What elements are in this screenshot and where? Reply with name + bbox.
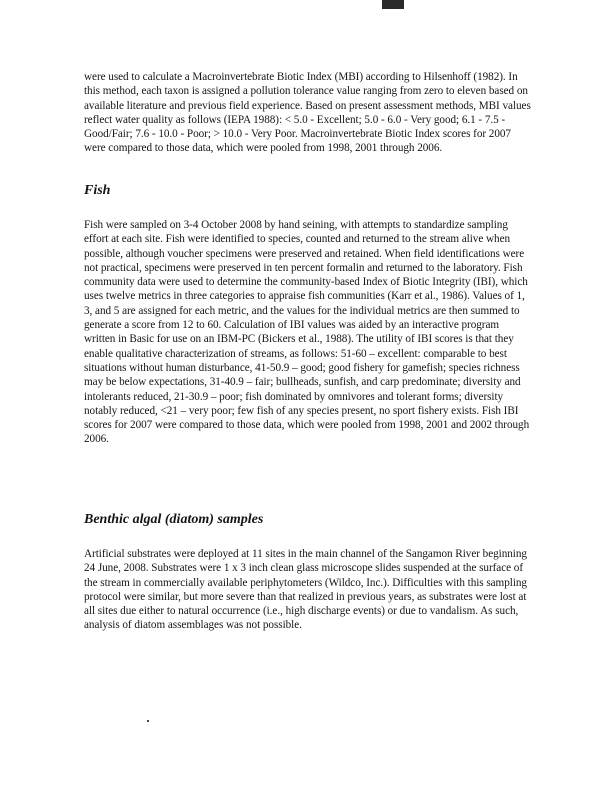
fish-paragraph: Fish were sampled on 3-4 October 2008 by hand seining, with attempts to standardize sampling effort at each site. Fish were identified to species, counted and returned to the stream alive when possible, although voucher specimens were preserved and retained. When field identifications were not practical, specimens were preserved in ten percent formalin and returned to the laboratory. Fish community data were used to determine the community-based Index of Biotic Integrity (IBI), which uses twelve metrics in three categories to appraise fish communities (Karr et al., 1986). Values of 1, 3, and 5 are assigned for each metric, and the values for the individual metrics are then summed to generate a score from 12 to 60. Calculation of IBI values was aided by an interactive program written in Basic for use on an IBM-PC (Bickers et al., 1988). The utility of IBI scores is that they enable qualitative characterization of streams, as follows: 51-60 – excellent: comparable to best situations without human disturbance, 41-50.9 – good; good fishery for gamefish; species richness may be below expectations, 31-40.9 – fair; bullheads, sunfish, and carp predominate; diversity and intolerants reduced, 21-30.9 – poor; fish dominated by omnivores and tolerant forms; diversity notably reduced, <21 – very poor; few fish of any species present, no sport fishery exists. Fish IBI scores for 2007 were compared to those data, which were pooled from 1998, 2001 and 2002 through 2006. (84, 219, 530, 446)
fish-heading: Fish (84, 183, 111, 198)
scan-speck (147, 720, 149, 722)
mbi-paragraph: were used to calculate a Macroinvertebrate Biotic Index (MBI) according to Hilsenhoff (1982). In this method, each taxon is assigned a pollution tolerance value ranging from zero to eleven based on available literature and previous field experience. Based on present assessment methods, MBI values reflect water quality as follows (IEPA 1988): < 5.0 - Excellent; 5.0 - 6.0 - Very good; 6.1 - 7.5 - Good/Fair; 7.6 - 10.0 - Poor; > 10.0 - Very Poor. Macroinvertebrate Biotic Index scores for 2007 were compared to those data, which were pooled from 1998, 2001 through 2006. (84, 71, 531, 155)
benthic-algal-paragraph: Artificial substrates were deployed at 11 sites in the main channel of the Sangamon River beginning 24 June, 2008. Substrates were 1 x 3 inch clean glass microscope slides suspended at the surface of the stream in commercially available periphytometers (Wildco, Inc.). Difficulties with this sampling protocol were similar, but more severe than that realized in previous years, as substrates were lost at all sites due either to natural occurrence (i.e., high discharge events) or due to vandalism. As such, analysis of diatom assemblages was not possible. (84, 548, 527, 632)
scan-artifact (382, 0, 404, 9)
benthic-algal-heading: Benthic algal (diatom) samples (84, 512, 264, 527)
